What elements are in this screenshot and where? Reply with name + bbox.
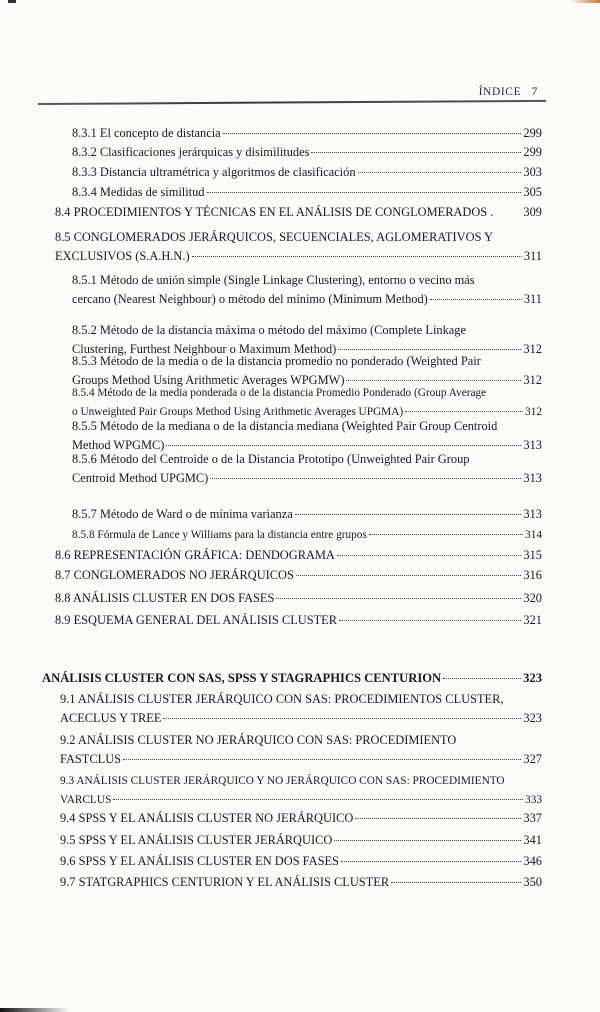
dot-leader (405, 411, 523, 412)
toc-page-number: 337 (523, 811, 542, 825)
toc-entry-line (60, 791, 542, 810)
toc-entry-line (72, 163, 542, 182)
toc-entry-title: Method WPGMC) (72, 438, 165, 452)
toc-page-number: 313 (523, 471, 542, 485)
toc-page-number: 299 (523, 126, 542, 140)
toc-entry-line (72, 469, 542, 488)
dot-leader (276, 598, 521, 599)
toc-entry-title: 8.5.4 Método de la media ponderada o de la distancia Promedio Ponderado (Group Average (72, 387, 487, 399)
toc-entry-title: 8.5.5 Método de la mediana o de la distancia mediana (Weighted Pair Group Centroid (72, 419, 498, 433)
toc-entry-title: ANÁLISIS CLUSTER CON SAS, SPSS Y STAGRAPHICS CENTURION (42, 671, 442, 685)
toc-entry-title: 8.5.3 Método de la media o de la distancia promedio no ponderado (Weighted Pair (72, 354, 481, 368)
toc-entry (60, 852, 542, 871)
toc-entry-line (55, 247, 542, 266)
toc-entry-line (55, 203, 542, 222)
toc-page-number: 312 (523, 342, 542, 356)
toc-entry-title: 9.1 ANÁLISIS CLUSTER JERÁRQUICO CON SAS: PROCEDIMIENTOS CLUSTER, (60, 692, 504, 706)
toc-page-number: 313 (523, 438, 542, 452)
toc-entry-title: 8.3.1 El concepto de distancia (72, 126, 221, 140)
dot-leader (163, 718, 521, 719)
dot-leader (341, 861, 521, 862)
running-header (479, 86, 538, 98)
toc-entry-title: 9.5 SPSS Y EL ANÁLISIS CLUSTER JERÁRQUICO (60, 833, 333, 847)
toc-entry-title: FASTCLUS (60, 752, 122, 766)
dot-leader (430, 299, 522, 300)
toc-page-number: 311 (523, 249, 542, 263)
dot-leader (355, 818, 521, 819)
toc-entry-title: 8.5.7 Método de Ward o de mínima varianza (72, 507, 293, 521)
toc-entry (72, 526, 542, 545)
toc-page-number: 333 (525, 794, 542, 806)
toc-entry-line (60, 831, 542, 850)
toc-entry-line (72, 505, 542, 524)
toc-entry (72, 143, 542, 162)
toc-page-number: 316 (523, 568, 542, 582)
toc-entry-line (60, 809, 542, 828)
toc-entry-line (60, 709, 542, 728)
toc-entry (60, 690, 542, 728)
toc-entry (72, 124, 542, 143)
page-edge-mark (570, 0, 600, 3)
dot-leader (295, 514, 522, 515)
toc-entry-line (72, 143, 542, 162)
toc-page-number: 305 (523, 185, 542, 199)
dot-leader (346, 380, 521, 381)
dot-leader (123, 759, 521, 760)
toc-entry-line (60, 852, 542, 871)
dot-leader (443, 678, 521, 679)
toc-entry-title: EXCLUSIVOS (S.A.H.N.) (55, 249, 190, 263)
toc-entry-title: 8.3.3 Distancia ultramétrica y algoritmos de clasificación (72, 165, 356, 179)
toc-entry-line (55, 611, 542, 630)
toc-entry-title: 8.8 ANÁLISIS CLUSTER EN DOS FASES (55, 591, 275, 605)
toc-entry-title: ACECLUS Y TREE (60, 711, 162, 725)
toc-entry-title: Groups Method Using Arithmetic Averages WPGMW) (72, 373, 345, 387)
toc-page-number: 299 (523, 145, 542, 159)
toc-page-number: 313 (523, 507, 542, 521)
toc-entry-line (55, 228, 542, 247)
toc-entry-line (72, 321, 542, 340)
toc-entry (60, 772, 542, 810)
toc-entry-title: VARCLUS (60, 794, 112, 806)
toc-page-number: 303 (523, 165, 542, 179)
toc-entry-line (72, 526, 542, 545)
toc-page-number: 341 (523, 833, 542, 847)
toc-entry (72, 183, 542, 202)
dot-leader (338, 349, 521, 350)
toc-entry (72, 505, 542, 524)
page-edge-mark (8, 0, 16, 3)
dot-leader (369, 534, 523, 535)
toc-page-number: 311 (523, 292, 542, 306)
toc-entry-title: 8.7 CONGLOMERADOS NO JERÁRQUICOS (55, 568, 294, 582)
dot-leader (223, 133, 522, 134)
toc-entry-title: 8.5.8 Fórmula de Lance y Williams para la distancia entre grupos (72, 529, 367, 541)
toc-entry-line (60, 873, 542, 892)
toc-page-number: 320 (523, 591, 542, 605)
toc-entry-title: 8.4 PROCEDIMIENTOS Y TÉCNICAS EN EL ANÁLISIS DE CONGLOMERADOS . (55, 205, 494, 219)
toc-entry-line (72, 352, 542, 371)
dot-leader (113, 799, 523, 800)
toc-page-number: 323 (523, 711, 542, 725)
toc-entry-title: Centroid Method UPGMC) (72, 471, 209, 485)
toc-entry-title: 9.7 STATGRAPHICS CENTURION Y EL ANÁLISIS CLUSTER (60, 875, 390, 889)
toc-entry-title: 8.5.1 Método de unión simple (Single Linkage Clustering), entorno o vecino más (72, 273, 475, 287)
dot-leader (166, 445, 521, 446)
dot-leader (334, 840, 521, 841)
dot-leader (339, 620, 521, 621)
dot-leader (192, 256, 522, 257)
toc-entry-line (72, 290, 542, 309)
toc-entry (72, 450, 542, 488)
toc-entry-line (60, 772, 542, 791)
toc-page-number: 350 (523, 875, 542, 889)
toc-page-number: 321 (523, 613, 542, 627)
dot-leader (337, 555, 522, 556)
toc-entry-line (55, 546, 542, 565)
toc-entry (55, 589, 542, 608)
toc-entry-line (72, 384, 542, 403)
toc-entry-line (60, 731, 542, 750)
toc-entry-title: 9.4 SPSS Y EL ANÁLISIS CLUSTER NO JERÁRQUICO (60, 811, 354, 825)
toc-entry (55, 546, 542, 565)
toc-entry-title: 8.9 ESQUEMA GENERAL DEL ANÁLISIS CLUSTER (55, 613, 338, 627)
toc-entry-title: 8.5.2 Método de la distancia máxima o método del máximo (Complete Linkage (72, 323, 466, 337)
toc-entry-title: Clustering, Furthest Neighbour o Maximum Method) (72, 342, 337, 356)
toc-page-number: 312 (523, 373, 542, 387)
toc-page-number: 346 (523, 854, 542, 868)
toc-page-number: 312 (525, 406, 542, 418)
toc-entry-title: 9.2 ANÁLISIS CLUSTER NO JERÁRQUICO CON SAS: PROCEDIMIENTO (60, 733, 457, 747)
toc-entry-line (72, 271, 542, 290)
toc-entry-line (55, 589, 542, 608)
dot-leader (296, 575, 522, 576)
header-rule (38, 100, 546, 105)
toc-entry-line (72, 183, 542, 202)
toc-entry-title: 8.6 REPRESENTACIÓN GRÁFICA: DENDOGRAMA (55, 548, 335, 562)
dot-leader (358, 172, 522, 173)
toc-page-number: 314 (525, 529, 542, 541)
toc-entry-line (60, 690, 542, 709)
toc-entry-title: o Unweighted Pair Groups Method Using Arithmetic Averages UPGMA) (72, 406, 404, 418)
toc-entry-line (55, 566, 542, 585)
toc-page-number: 315 (523, 548, 542, 562)
dot-leader (210, 478, 521, 479)
dot-leader (207, 192, 522, 193)
toc-entry (42, 669, 542, 688)
toc-entry-title: 8.5 CONGLOMERADOS JERÁRQUICOS, SECUENCIALES, AGLOMERATIVOS Y (55, 230, 494, 244)
toc-entry (60, 731, 542, 769)
page-edge-shadow (0, 1008, 70, 1012)
toc-entry-title: cercano (Nearest Neighbour) o método del mínimo (Minimum Method) (72, 292, 428, 306)
header-title: ÍNDICE (478, 86, 522, 98)
toc-entry-line (72, 124, 542, 143)
toc-entry-line (42, 669, 542, 688)
dot-leader (391, 882, 521, 883)
toc-entry (55, 566, 542, 585)
toc-entry-title: 9.6 SPSS Y EL ANÁLISIS CLUSTER EN DOS FASES (60, 854, 339, 868)
toc-entry (55, 203, 542, 222)
toc-entry-line (60, 750, 542, 769)
toc-entry (55, 611, 542, 630)
toc-entry-line (72, 417, 542, 436)
dot-leader (311, 152, 521, 153)
toc-entry-title: 8.3.4 Medidas de similitud (72, 185, 205, 199)
toc-entry-title: 8.3.2 Clasificaciones jerárquicas y disimilitudes (72, 145, 310, 159)
toc-page-number: 323 (523, 671, 542, 685)
toc-page-number: 309 (523, 205, 542, 219)
toc-entry (60, 831, 542, 850)
toc-entry-title: 9.3 ANÁLISIS CLUSTER JERÁRQUICO Y NO JERÁRQUICO CON SAS: PROCEDIMIENTO (60, 775, 505, 787)
toc-entry (55, 228, 542, 266)
toc-entry-line (72, 450, 542, 469)
toc-page-number: 327 (523, 752, 542, 766)
toc-entry (72, 163, 542, 182)
toc-entry (72, 271, 542, 309)
toc-entry-title: 8.5.6 Método del Centroide o de la Distancia Prototipo (Unweighted Pair Group (72, 452, 470, 466)
header-page-number: 7 (531, 86, 538, 98)
toc-entry (60, 873, 542, 892)
toc-entry (60, 809, 542, 828)
